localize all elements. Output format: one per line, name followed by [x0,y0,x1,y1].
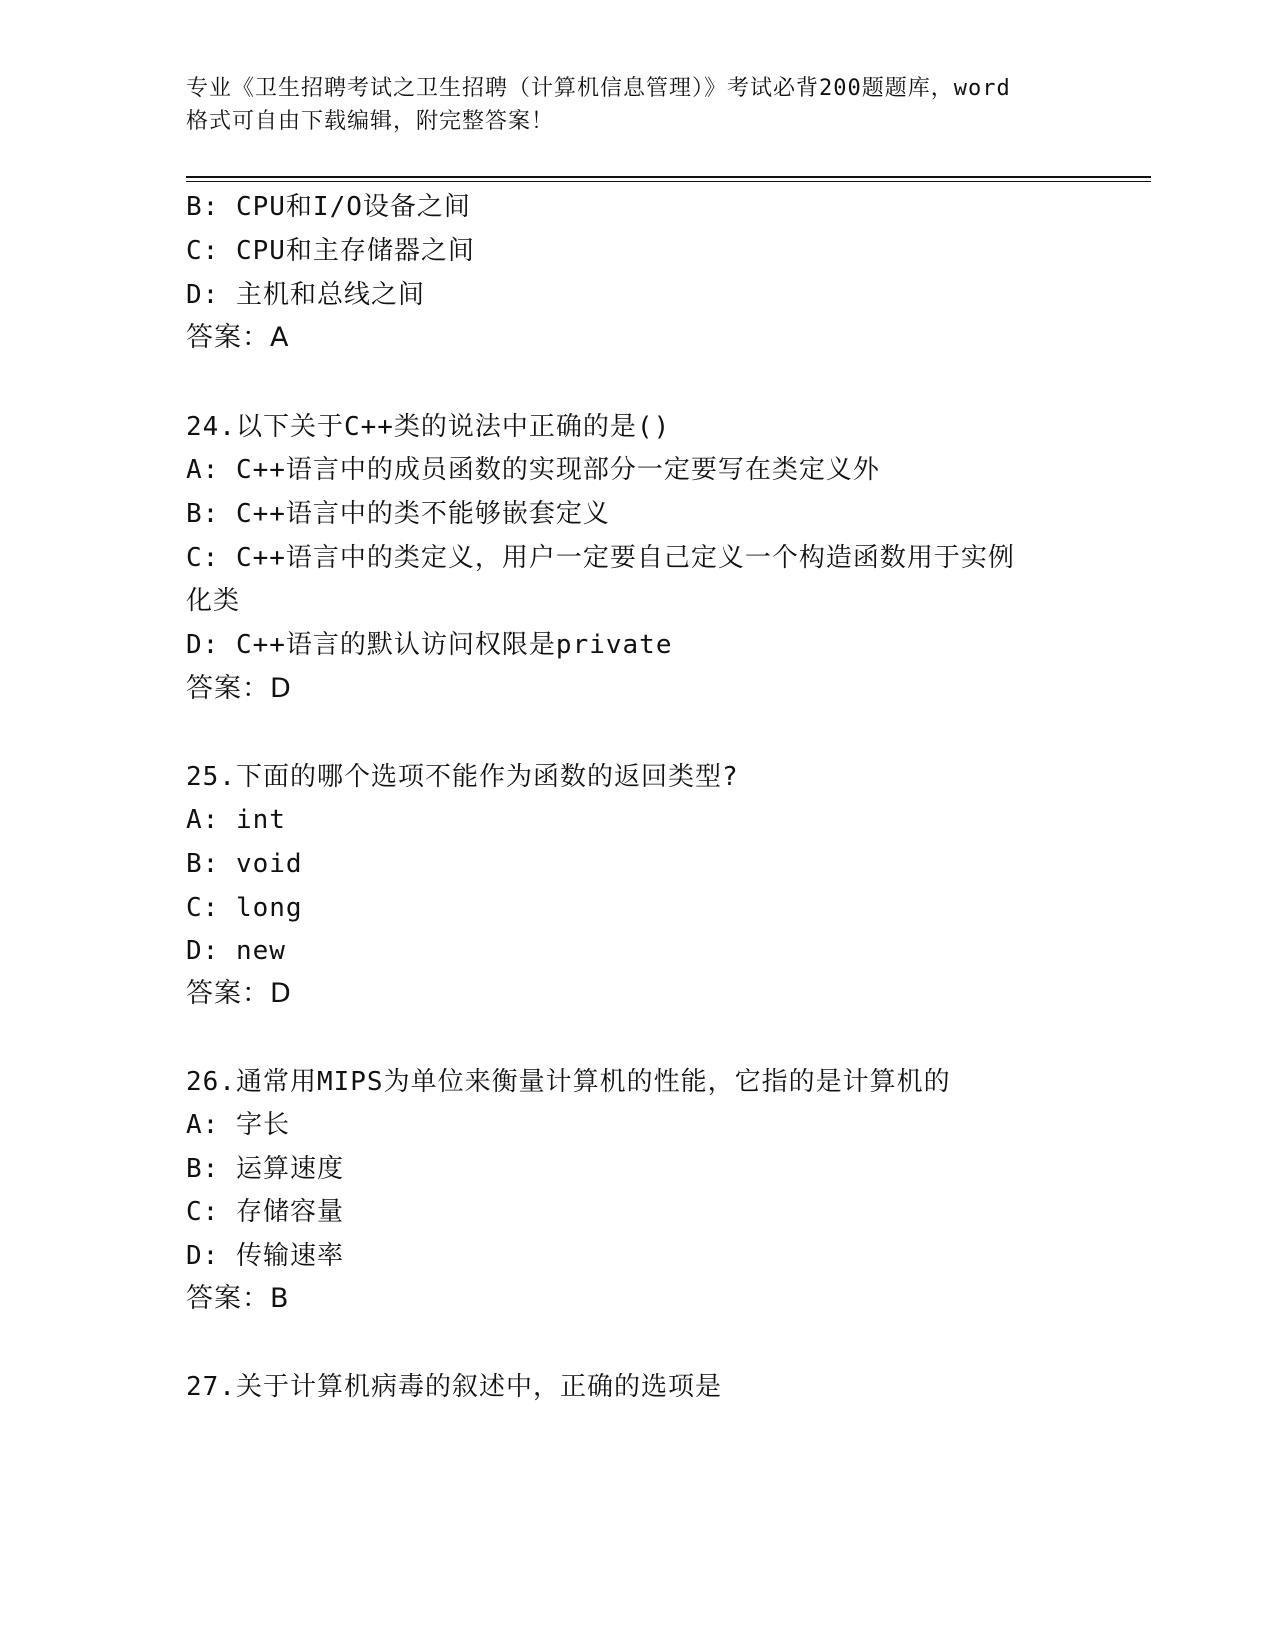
q26-option-b: B: 运算速度 [186,1154,344,1184]
q27-question: 27.关于计算机病毒的叙述中，正确的选项是 [186,1372,722,1402]
q26-option-c: C: 存储容量 [186,1197,344,1227]
header-title-line-1: 专业《卫生招聘考试之卫生招聘（计算机信息管理）》考试必背200题题库，word [186,76,1011,101]
header-divider-thin [186,181,1151,182]
q25-option-c: C: long [186,893,303,923]
q24-answer: 答案：D [186,673,292,704]
document-header [186,72,1086,138]
q26-answer: 答案：B [186,1283,290,1314]
q25-option-b: B: void [186,849,303,879]
header-divider-thick [186,176,1151,178]
q24-option-c-line-1: C: C++语言中的类定义，用户一定要自己定义一个构造函数用于实例 [186,543,1015,573]
q23-option-c: C: CPU和主存储器之间 [186,236,475,266]
q25-answer: 答案：D [186,978,292,1009]
q24-option-d: D: C++语言的默认访问权限是private [186,630,673,660]
q24-option-a: A: C++语言中的成员函数的实现部分一定要写在类定义外 [186,455,880,485]
q26-option-a: A: 字长 [186,1110,290,1140]
q25-option-a: A: int [186,805,286,835]
q25-question: 25.下面的哪个选项不能作为函数的返回类型? [186,762,739,792]
q26-question: 26.通常用MIPS为单位来衡量计算机的性能，它指的是计算机的 [186,1067,951,1097]
q23-option-b: B: CPU和I/O设备之间 [186,192,471,222]
q23-answer: 答案：A [186,322,290,353]
q23-option-d: D: 主机和总线之间 [186,280,425,310]
q25-option-d: D: new [186,936,286,966]
q24-option-b: B: C++语言中的类不能够嵌套定义 [186,499,610,529]
header-title-line-2: 格式可自由下载编辑，附完整答案！ [186,109,555,134]
q24-question: 24.以下关于C++类的说法中正确的是() [186,412,671,442]
q24-option-c-line-2: 化类 [186,586,241,616]
q26-option-d: D: 传输速率 [186,1241,344,1271]
